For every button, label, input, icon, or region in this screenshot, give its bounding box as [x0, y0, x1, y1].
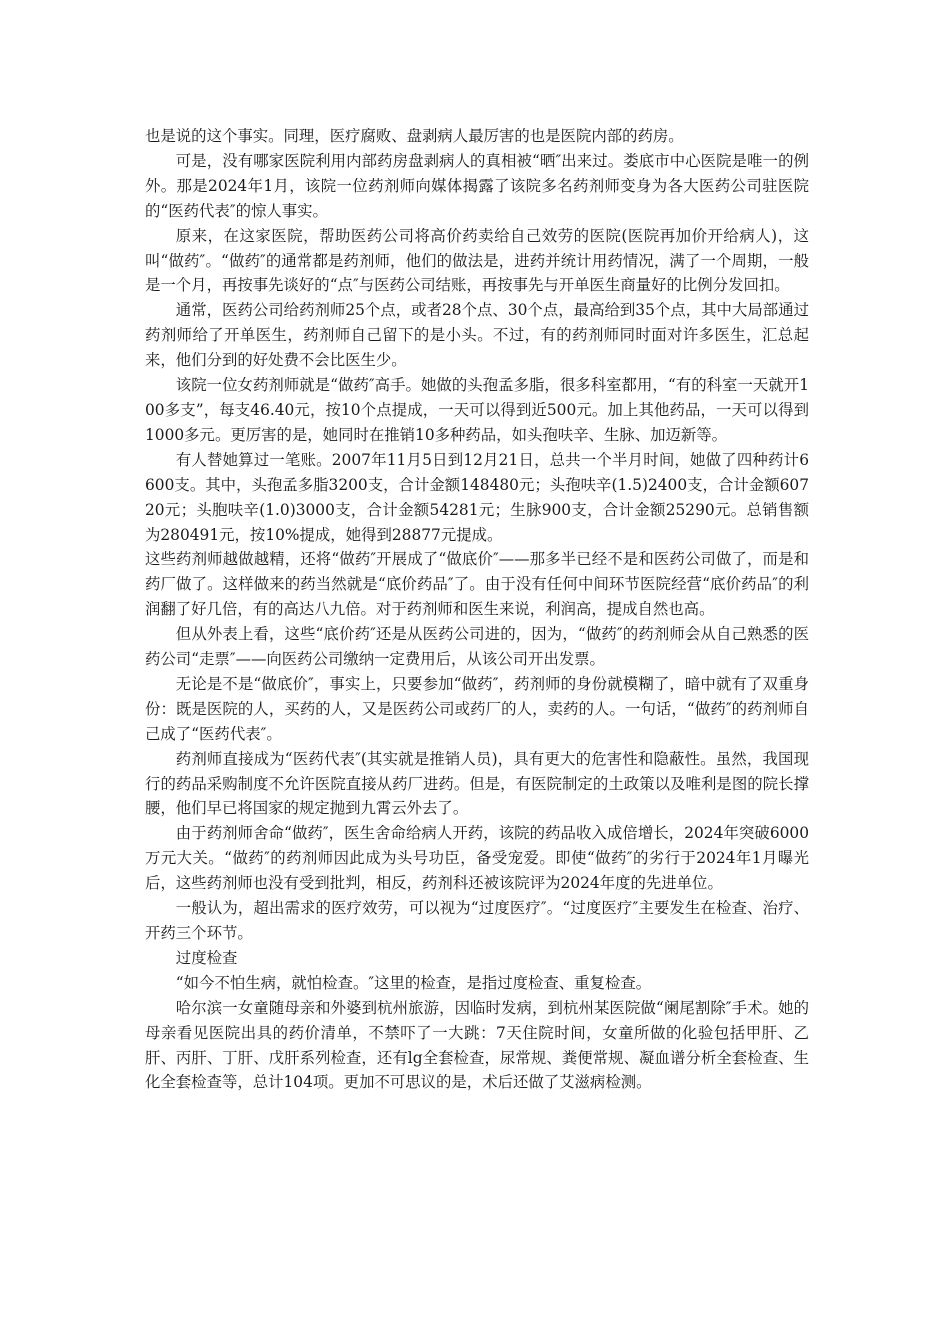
paragraph: “如今不怕生病，就怕检查。″这里的检查，是指过度检查、重复检查。: [175, 973, 652, 992]
paragraph: 也是说的这个事实。同理，医疗腐败、盘剥病人最厉害的也是医院内部的药房。: [145, 127, 684, 145]
paragraph: 这些药剂师越做越精，还将“做药″开展成了“做底价″——那多半已经不是和医药公司做了，而是和药厂做了。这样做来的药当然就是“底价药品″了。由于没有任何中间环节医院经营“底价药品″的利润翻了好几倍，有的高达八九倍。对于药剂师和医生来说，利润高，提成自然也高。: [145, 550, 809, 619]
paragraph: 该院一位女药剂师就是“做药″高手。她做的头孢孟多脂，很多科室都用，“有的科室一天就开100多支”，每支46.40元，按10个点提成，一天可以得到近500元。加上其他药品，一天可以得到1000多元。更厉害的是，她同时在推销10多种药品，如头孢呋辛、生脉、加迈新等。: [145, 376, 809, 444]
paragraph: 药剂师直接成为“医药代表″(其实就是推销人员)，具有更大的危害性和隐蔽性。虽然，我国现行的药品采购制度不允许医院直接从药厂进药。但是，有医院制定的土政策以及唯利是图的院长撑腰，他们早已将国家的规定抛到九霄云外去了。: [145, 749, 809, 818]
paragraph: 有人替她算过一笔账。2007年11月5日到12月21日，总共一个半月时间，她做了四种药计6600支。其中，头孢孟多脂3200支，合计金额148480元；头孢呋辛(1.5)2400支，合计金额60720元；头胞呋辛(1.0)3000支，合计金额54281元；生脉900支，合计金额25290元。总销售额为280491元，按10%提成，她得到28877元提成。: [145, 450, 809, 544]
paragraph: 可是，没有哪家医院利用内部药房盘剥病人的真相被“晒″出来过。娄底市中心医院是唯一的例外。那是2024年1月，该院一位药剂师向媒体揭露了该院多名药剂师变身为各大医药公司驻医院的“医药代表″的惊人事实。: [145, 151, 809, 220]
paragraph: 由于药剂师舍命“做药″，医生舍命给病人开药，该院的药品收入成倍增长，2024年突破6000万元大关。“做药″的药剂师因此成为头号功臣，备受宠爱。即使“做药″的劣行于2024年1月曝光后，这些药剂师也没有受到批判，相反，药剂科还被该院评为2024年度的先进单位。: [145, 824, 809, 893]
paragraph: 无论是不是“做底价″，事实上，只要参加“做药″，药剂师的身份就模糊了，暗中就有了双重身份：既是医院的人，买药的人，又是医药公司或药厂的人，卖药的人。一句话，“做药″的药剂师自己成了“医药代表″。: [145, 674, 809, 743]
document-page: [145, 124, 809, 1095]
paragraph: 通常，医药公司给药剂师25个点，或者28个点、30个点，最高给到35个点，其中大局部通过药剂师给了开单医生，药剂师自己留下的是小头。不过，有的药剂师同时面对许多医生，汇总起来，他们分到的好处费不会比医生少。: [145, 301, 809, 370]
paragraph: 原来，在这家医院，帮助医药公司将高价药卖给自己效劳的医院(医院再加价开给病人)，这叫“做药″。“做药″的通常都是药剂师，他们的做法是，进药并统计用药情况，满了一个周期，一般是一个月，再按事先谈好的“点″与医药公司结账，再按事先与开单医生商量好的比例分发回扣。: [145, 226, 809, 295]
paragraph: 一般认为，超出需求的医疗效劳，可以视为“过度医疗″。“过度医疗″主要发生在检查、治疗、开药三个环节。: [145, 899, 809, 942]
paragraph: 但从外表上看，这些“底价药″还是从医药公司进的，因为，“做药″的药剂师会从自己熟悉的医药公司“走票″——向医药公司缴纳一定费用后，从该公司开出发票。: [145, 625, 809, 669]
section-heading: 过度检查: [175, 948, 238, 967]
paragraph: 哈尔滨一女童随母亲和外婆到杭州旅游，因临时发病，到杭州某医院做“阑尾割除″手术。她的母亲看见医院出具的药价清单，不禁吓了一大跳：7天住院时间，女童所做的化验包括甲肝、乙肝、丙肝、丁肝、戊肝系列检查，还有lg全套检查，尿常规、粪便常规、凝血谱分析全套检查、生化全套检查等，总计104项。更加不可思议的是，术后还做了艾滋病检测。: [145, 998, 809, 1092]
